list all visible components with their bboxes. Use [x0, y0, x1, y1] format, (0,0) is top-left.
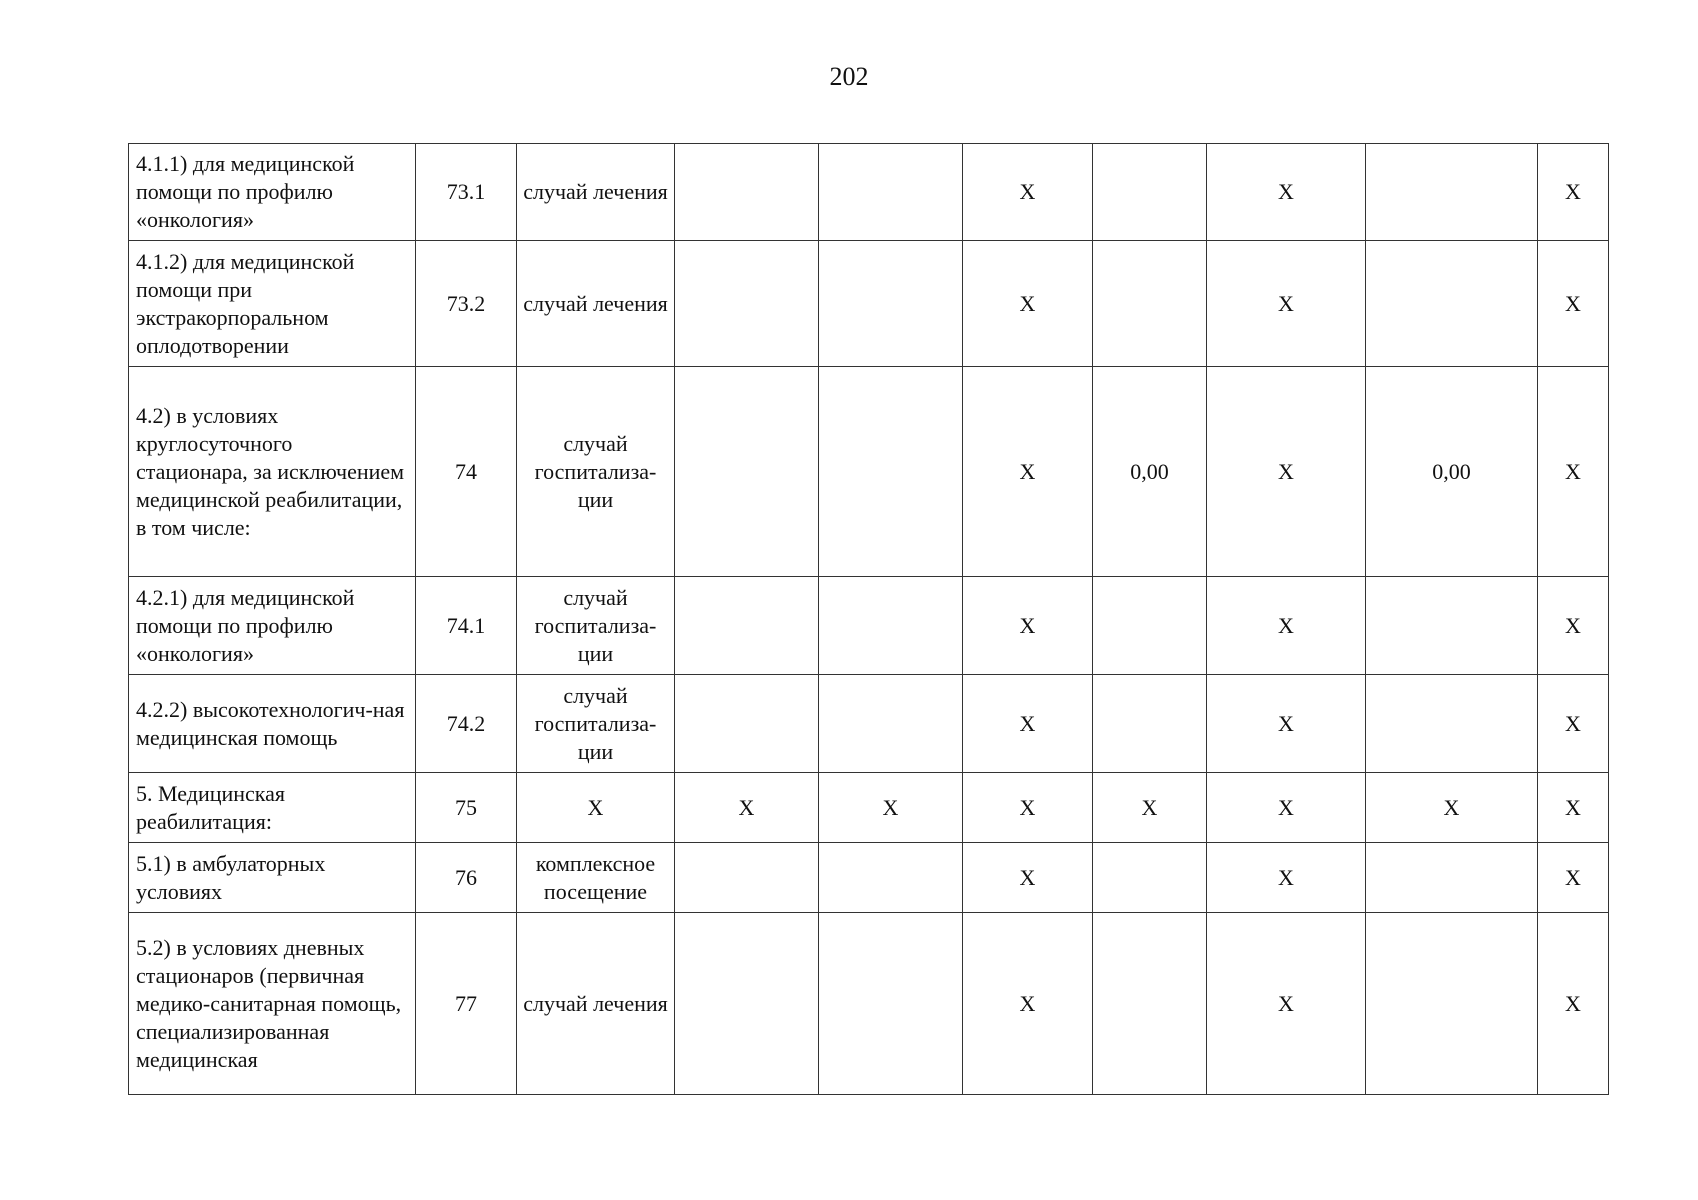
row-unit-cell: комплексное посещение	[517, 843, 675, 913]
row-name-cell: 4.2.1) для медицинской помощи по профилю «онкология»	[129, 577, 416, 675]
row-value-cell: X	[1207, 577, 1366, 675]
row-value-cell: X	[1538, 241, 1609, 367]
row-code-cell: 74.1	[416, 577, 517, 675]
row-value-cell	[1093, 675, 1207, 773]
row-value-cell: X	[1538, 843, 1609, 913]
row-value-cell	[1093, 843, 1207, 913]
table-row	[129, 773, 1609, 843]
row-value-cell: X	[1538, 773, 1609, 843]
row-value-cell	[1093, 913, 1207, 1095]
row-value-cell	[675, 144, 819, 241]
row-code-cell: 75	[416, 773, 517, 843]
row-unit-cell: случай лечения	[517, 241, 675, 367]
row-code-cell: 73.1	[416, 144, 517, 241]
row-code-cell: 74	[416, 367, 517, 577]
row-unit-cell: случай лечения	[517, 913, 675, 1095]
row-value-cell	[819, 367, 963, 577]
row-value-cell: X	[819, 773, 963, 843]
row-value-cell: X	[1093, 773, 1207, 843]
row-value-cell	[675, 913, 819, 1095]
row-unit-cell: случай лечения	[517, 144, 675, 241]
row-value-cell	[1366, 843, 1538, 913]
row-value-cell	[819, 577, 963, 675]
page-number: 202	[829, 62, 869, 91]
row-value-cell: X	[1538, 577, 1609, 675]
data-table	[128, 143, 1609, 1095]
row-value-cell	[1093, 144, 1207, 241]
row-value-cell	[1093, 577, 1207, 675]
row-value-cell: X	[1538, 367, 1609, 577]
row-value-cell: X	[1207, 144, 1366, 241]
row-value-cell: X	[963, 144, 1093, 241]
row-unit-cell: случай госпитализа-ции	[517, 675, 675, 773]
row-unit-cell: случай госпитализа-ции	[517, 577, 675, 675]
row-value-cell	[1366, 577, 1538, 675]
row-code-cell: 73.2	[416, 241, 517, 367]
table-row	[129, 577, 1609, 675]
row-value-cell: 0,00	[1366, 367, 1538, 577]
row-value-cell	[675, 241, 819, 367]
row-value-cell	[819, 241, 963, 367]
table-row	[129, 913, 1609, 1095]
row-value-cell: X	[1207, 843, 1366, 913]
row-value-cell: X	[963, 843, 1093, 913]
row-code-cell: 74.2	[416, 675, 517, 773]
row-value-cell	[819, 843, 963, 913]
row-value-cell: X	[1207, 241, 1366, 367]
row-value-cell	[1366, 241, 1538, 367]
row-value-cell	[675, 367, 819, 577]
table-row	[129, 843, 1609, 913]
row-value-cell: X	[1538, 913, 1609, 1095]
row-value-cell	[1366, 913, 1538, 1095]
row-name-cell: 4.2.2) высокотехнологич-ная медицинская помощь	[129, 675, 416, 773]
row-name-cell: 5.1) в амбулаторных условиях	[129, 843, 416, 913]
row-value-cell: X	[1538, 144, 1609, 241]
row-value-cell: X	[963, 241, 1093, 367]
row-value-cell	[819, 144, 963, 241]
row-value-cell: X	[1207, 773, 1366, 843]
table-row	[129, 367, 1609, 577]
row-value-cell	[819, 675, 963, 773]
row-value-cell: X	[1207, 675, 1366, 773]
row-name-cell: 5.2) в условиях дневных стационаров (первичная медико-санитарная помощь, специализированная медицинская	[129, 913, 416, 1095]
row-value-cell: X	[1538, 675, 1609, 773]
row-value-cell: X	[963, 913, 1093, 1095]
row-value-cell	[1093, 241, 1207, 367]
row-value-cell	[1366, 144, 1538, 241]
row-unit-cell: X	[517, 773, 675, 843]
row-name-cell: 4.1.2) для медицинской помощи при экстракорпоральном оплодотворении	[129, 241, 416, 367]
row-value-cell: X	[963, 367, 1093, 577]
row-value-cell: X	[963, 773, 1093, 843]
row-code-cell: 77	[416, 913, 517, 1095]
row-value-cell	[675, 843, 819, 913]
row-code-cell: 76	[416, 843, 517, 913]
table-row	[129, 241, 1609, 367]
row-name-cell: 5. Медицинская реабилитация:	[129, 773, 416, 843]
row-value-cell	[675, 675, 819, 773]
row-name-cell: 4.1.1) для медицинской помощи по профилю «онкология»	[129, 144, 416, 241]
row-value-cell: X	[1366, 773, 1538, 843]
row-value-cell: X	[963, 675, 1093, 773]
row-value-cell: X	[1207, 913, 1366, 1095]
row-value-cell: 0,00	[1093, 367, 1207, 577]
row-value-cell	[675, 577, 819, 675]
row-value-cell: X	[675, 773, 819, 843]
row-unit-cell: случай госпитализа-ции	[517, 367, 675, 577]
row-value-cell: X	[963, 577, 1093, 675]
row-value-cell: X	[1207, 367, 1366, 577]
table-row	[129, 675, 1609, 773]
row-value-cell	[819, 913, 963, 1095]
table-row	[129, 144, 1609, 241]
row-value-cell	[1366, 675, 1538, 773]
row-name-cell: 4.2) в условиях круглосуточного стационара, за исключением медицинской реабилитации, в том числе:	[129, 367, 416, 577]
